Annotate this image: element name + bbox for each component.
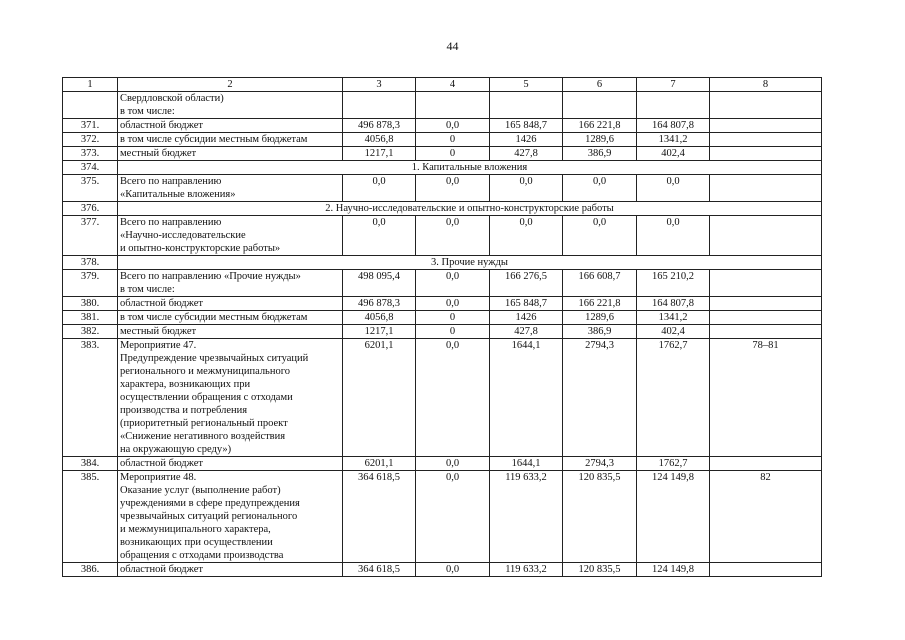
column-number-8: 8	[710, 78, 822, 92]
description-line: учреждениями в сфере предупреждения	[120, 498, 300, 509]
value-cell-col-7: 402,4	[637, 325, 710, 339]
value-cell-col-7: 1341,2	[637, 311, 710, 325]
value-cell-col-5: 427,8	[490, 147, 563, 161]
row-number-cell: 375.	[63, 175, 118, 202]
section-row	[63, 202, 822, 216]
value-cell-col-4: 0,0	[416, 297, 490, 311]
row-number-cell: 378.	[63, 256, 118, 270]
value-cell-col-3: 0,0	[343, 216, 416, 256]
value-cell-col-7: 0,0	[637, 216, 710, 256]
value-cell-col-8: 78–81	[710, 339, 822, 457]
description-line: осуществлении обращения с отходами	[120, 392, 293, 403]
description-line: «Капитальные вложения»	[120, 189, 236, 200]
value-cell-col-3: 364 618,5	[343, 471, 416, 563]
value-cell-col-6: 0,0	[563, 175, 637, 202]
value-cell-col-8	[710, 297, 822, 311]
description-line: характера, возникающих при	[120, 379, 251, 390]
value-cell-col-6: 166 608,7	[563, 270, 637, 297]
value-cell-col-6: 386,9	[563, 147, 637, 161]
value-cell-col-6	[563, 92, 637, 119]
value-cell-col-8	[710, 457, 822, 471]
description-line: «Научно-исследовательские	[120, 230, 246, 241]
value-cell-col-3: 6201,1	[343, 457, 416, 471]
row-number-cell: 383.	[63, 339, 118, 457]
description-cell	[118, 297, 343, 311]
value-cell-col-7: 1762,7	[637, 339, 710, 457]
row-number-cell: 386.	[63, 563, 118, 577]
value-cell-col-6: 120 835,5	[563, 563, 637, 577]
value-cell-col-3	[343, 92, 416, 119]
value-cell-col-6: 2794,3	[563, 339, 637, 457]
description-line: возникающих при осуществлении	[120, 537, 273, 548]
description-cell	[118, 311, 343, 325]
value-cell-col-5: 166 276,5	[490, 270, 563, 297]
section-row	[63, 256, 822, 270]
description-line: областной бюджет	[120, 564, 203, 575]
value-cell-col-3: 498 095,4	[343, 270, 416, 297]
table-row	[63, 325, 822, 339]
row-number-cell: 385.	[63, 471, 118, 563]
description-cell	[118, 457, 343, 471]
value-cell-col-5: 0,0	[490, 216, 563, 256]
description-line: в том числе:	[120, 106, 175, 117]
column-number-2: 2	[118, 78, 343, 92]
value-cell-col-8	[710, 216, 822, 256]
value-cell-col-5	[490, 92, 563, 119]
description-line: местный бюджет	[120, 326, 197, 337]
table-row	[63, 92, 822, 119]
value-cell-col-6: 2794,3	[563, 457, 637, 471]
value-cell-col-7	[637, 92, 710, 119]
description-line: областной бюджет	[120, 458, 203, 469]
description-cell	[118, 216, 343, 256]
row-number-cell: 371.	[63, 119, 118, 133]
value-cell-col-5: 427,8	[490, 325, 563, 339]
value-cell-col-3: 364 618,5	[343, 563, 416, 577]
value-cell-col-8	[710, 133, 822, 147]
value-cell-col-6: 166 221,8	[563, 119, 637, 133]
column-number-5: 5	[490, 78, 563, 92]
value-cell-col-8	[710, 563, 822, 577]
description-line: Мероприятие 47.	[120, 340, 197, 351]
row-number-cell: 380.	[63, 297, 118, 311]
value-cell-col-6: 1289,6	[563, 311, 637, 325]
description-line: Всего по направлению	[120, 176, 222, 187]
description-line: Мероприятие 48.	[120, 472, 197, 483]
page-number: 44	[446, 39, 459, 53]
value-cell-col-7: 0,0	[637, 175, 710, 202]
value-cell-col-4	[416, 92, 490, 119]
description-line: Свердловской области)	[120, 93, 224, 104]
description-line: чрезвычайных ситуаций регионального	[120, 511, 298, 522]
value-cell-col-8	[710, 175, 822, 202]
description-line: и опытно-конструкторские работы»	[120, 243, 281, 254]
description-line: регионального и межмуниципального	[120, 366, 291, 377]
description-cell	[118, 563, 343, 577]
value-cell-col-5: 119 633,2	[490, 471, 563, 563]
value-cell-col-4: 0	[416, 147, 490, 161]
value-cell-col-4: 0	[416, 311, 490, 325]
value-cell-col-4: 0,0	[416, 457, 490, 471]
value-cell-col-6: 1289,6	[563, 133, 637, 147]
value-cell-col-5: 1426	[490, 311, 563, 325]
value-cell-col-3: 1217,1	[343, 325, 416, 339]
description-line: Всего по направлению «Прочие нужды»	[120, 271, 301, 282]
description-line: «Снижение негативного воздействия	[120, 431, 286, 442]
value-cell-col-4: 0,0	[416, 339, 490, 457]
value-cell-col-6: 386,9	[563, 325, 637, 339]
row-number-cell: 377.	[63, 216, 118, 256]
description-cell	[118, 325, 343, 339]
description-line: в том числе субсидии местным бюджетам	[120, 134, 308, 145]
value-cell-col-5: 119 633,2	[490, 563, 563, 577]
budget-table	[62, 77, 822, 577]
table-row	[63, 297, 822, 311]
row-number-cell: 374.	[63, 161, 118, 175]
value-cell-col-5: 1644,1	[490, 457, 563, 471]
value-cell-col-5: 1426	[490, 133, 563, 147]
value-cell-col-4: 0,0	[416, 119, 490, 133]
row-number-cell: 382.	[63, 325, 118, 339]
value-cell-col-8	[710, 119, 822, 133]
section-title-cell: 1. Капитальные вложения	[118, 161, 822, 175]
value-cell-col-8	[710, 311, 822, 325]
value-cell-col-8	[710, 270, 822, 297]
value-cell-col-8	[710, 147, 822, 161]
table-row	[63, 471, 822, 563]
column-number-4: 4	[416, 78, 490, 92]
description-cell	[118, 175, 343, 202]
description-line: Оказание услуг (выполнение работ)	[120, 485, 281, 496]
section-row	[63, 161, 822, 175]
column-number-6: 6	[563, 78, 637, 92]
description-line: в том числе:	[120, 284, 175, 295]
row-number-cell: 379.	[63, 270, 118, 297]
value-cell-col-6: 166 221,8	[563, 297, 637, 311]
description-line: Предупреждение чрезвычайных ситуаций	[120, 353, 309, 364]
description-cell	[118, 133, 343, 147]
table-row	[63, 147, 822, 161]
value-cell-col-7: 165 210,2	[637, 270, 710, 297]
table-row	[63, 216, 822, 256]
value-cell-col-4: 0,0	[416, 471, 490, 563]
table-row	[63, 119, 822, 133]
value-cell-col-3: 6201,1	[343, 339, 416, 457]
header-row	[63, 78, 822, 92]
value-cell-col-6: 0,0	[563, 216, 637, 256]
row-number-cell: 376.	[63, 202, 118, 216]
description-cell	[118, 119, 343, 133]
description-cell	[118, 92, 343, 119]
value-cell-col-7: 164 807,8	[637, 119, 710, 133]
table-row	[63, 457, 822, 471]
description-line: Всего по направлению	[120, 217, 222, 228]
value-cell-col-3: 496 878,3	[343, 119, 416, 133]
description-line: областной бюджет	[120, 298, 203, 309]
row-number-cell: 372.	[63, 133, 118, 147]
column-number-1: 1	[63, 78, 118, 92]
row-number-cell	[63, 92, 118, 119]
value-cell-col-4: 0,0	[416, 175, 490, 202]
description-line: в том числе субсидии местным бюджетам	[120, 312, 308, 323]
value-cell-col-5: 165 848,7	[490, 119, 563, 133]
description-line: производства и потребления	[120, 405, 248, 416]
section-title-cell: 3. Прочие нужды	[118, 256, 822, 270]
table-body	[63, 78, 822, 577]
row-number-cell: 381.	[63, 311, 118, 325]
description-line: местный бюджет	[120, 148, 197, 159]
value-cell-col-7: 124 149,8	[637, 471, 710, 563]
value-cell-col-5: 1644,1	[490, 339, 563, 457]
value-cell-col-4: 0	[416, 133, 490, 147]
description-cell	[118, 147, 343, 161]
description-cell	[118, 339, 343, 457]
description-line: областной бюджет	[120, 120, 203, 131]
description-cell	[118, 270, 343, 297]
description-line: (приоритетный региональный проект	[120, 418, 288, 429]
description-line: на окружающую среду»)	[120, 444, 232, 455]
value-cell-col-3: 1217,1	[343, 147, 416, 161]
value-cell-col-3: 4056,8	[343, 311, 416, 325]
table-row	[63, 175, 822, 202]
value-cell-col-7: 1762,7	[637, 457, 710, 471]
row-number-cell: 384.	[63, 457, 118, 471]
value-cell-col-7: 1341,2	[637, 133, 710, 147]
table-row	[63, 339, 822, 457]
value-cell-col-4: 0	[416, 325, 490, 339]
value-cell-col-7: 164 807,8	[637, 297, 710, 311]
value-cell-col-7: 124 149,8	[637, 563, 710, 577]
table-row	[63, 563, 822, 577]
column-number-3: 3	[343, 78, 416, 92]
description-cell	[118, 471, 343, 563]
value-cell-col-7: 402,4	[637, 147, 710, 161]
table-row	[63, 133, 822, 147]
value-cell-col-8	[710, 325, 822, 339]
table-row	[63, 270, 822, 297]
value-cell-col-8	[710, 92, 822, 119]
description-line: обращения с отходами производства	[120, 550, 284, 561]
value-cell-col-6: 120 835,5	[563, 471, 637, 563]
value-cell-col-3: 4056,8	[343, 133, 416, 147]
value-cell-col-8: 82	[710, 471, 822, 563]
value-cell-col-4: 0,0	[416, 270, 490, 297]
value-cell-col-4: 0,0	[416, 216, 490, 256]
table-row	[63, 311, 822, 325]
section-title-cell: 2. Научно-исследовательские и опытно-конструкторские работы	[118, 202, 822, 216]
value-cell-col-3: 0,0	[343, 175, 416, 202]
column-number-7: 7	[637, 78, 710, 92]
value-cell-col-4: 0,0	[416, 563, 490, 577]
value-cell-col-3: 496 878,3	[343, 297, 416, 311]
description-line: и межмуниципального характера,	[120, 524, 271, 535]
value-cell-col-5: 0,0	[490, 175, 563, 202]
value-cell-col-5: 165 848,7	[490, 297, 563, 311]
row-number-cell: 373.	[63, 147, 118, 161]
